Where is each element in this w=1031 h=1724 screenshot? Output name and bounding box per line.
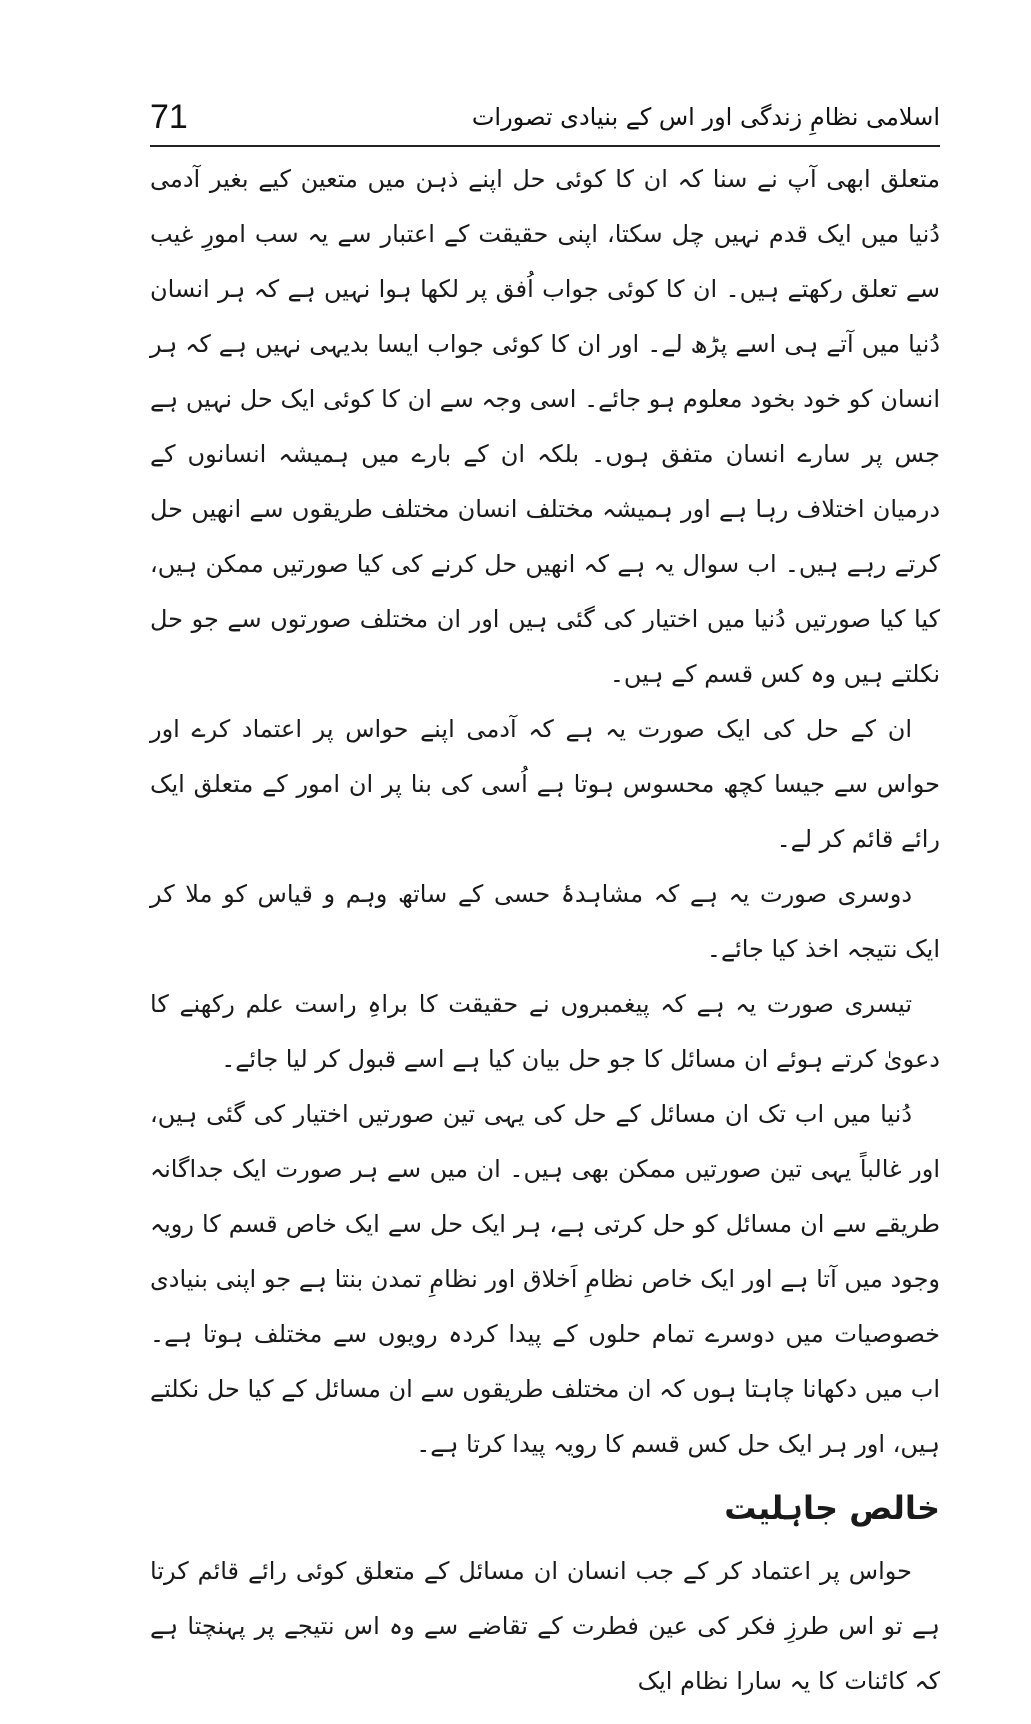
paragraph-5: دُنیا میں اب تک ان مسائل کے حل کی یہی تین صورتیں اختیار کی گئی ہیں، اور غالباً یہی تین صورتیں ممکن بھی ہیں۔ ان میں سے ہر صورت ایک جداگانہ طریقے سے ان مسائل کو حل کرتی ہے، ہر ایک حل سے ایک خاص قسم کا رویہ وجود میں آتا ہے اور ایک خاص نظامِ اَخلاق اور نظامِ تمدن بنتا ہے جو اپنی بنیادی خصوصیات میں دوسرے تمام حلوں کے پیدا کردہ رویوں سے مختلف ہوتا ہے۔ اب میں دکھانا چاہتا ہوں کہ ان مختلف طریقوں سے ان مسائل کے کیا حل نکلتے ہیں، اور ہر ایک حل کس قسم کا رویہ پیدا کرتا ہے۔ bbox=[150, 1100, 940, 1458]
section-heading: خالص جاہلیت bbox=[724, 1489, 940, 1527]
paragraph-6: حواس پر اعتماد کر کے جب انسان ان مسائل کے متعلق کوئی رائے قائم کرتا ہے تو اس طرزِ فکر کی عین فطرت کے تقاضے سے وہ اس نتیجے پر پہنچتا ہے کہ کائنات کا یہ سارا نظام ایک bbox=[150, 1557, 940, 1695]
body-text bbox=[150, 152, 940, 1709]
page-number: 71 bbox=[150, 98, 188, 136]
paragraph-4: تیسری صورت یہ ہے کہ پیغمبروں نے حقیقت کا براہِ راست علم رکھنے کا دعویٰ کرتے ہوئے ان مسائل کا جو حل بیان کیا ہے اسے قبول کر لیا جائے۔ bbox=[150, 990, 940, 1073]
header-rule bbox=[150, 145, 940, 147]
paragraph-3: دوسری صورت یہ ہے کہ مشاہدۂ حسی کے ساتھ وہم و قیاس کو ملا کر ایک نتیجہ اخذ کیا جائے۔ bbox=[150, 880, 940, 963]
paragraph-1: متعلق ابھی آپ نے سنا کہ ان کا کوئی حل اپنے ذہن میں متعین کیے بغیر آدمی دُنیا میں ایک قدم نہیں چل سکتا، اپنی حقیقت کے اعتبار سے یہ سب امورِ غیب سے تعلق رکھتے ہیں۔ ان کا کوئی جواب اُفق پر لکھا ہوا نہیں ہے کہ ہر انسان دُنیا میں آتے ہی اسے پڑھ لے۔ اور ان کا کوئی جواب ایسا بدیہی نہیں ہے کہ ہر انسان کو خود بخود معلوم ہو جائے۔ اسی وجہ سے ان کا کوئی ایک حل نہیں ہے جس پر سارے انسان متفق ہوں۔ بلکہ ان کے بارے میں ہمیشہ انسانوں کے درمیان اختلاف رہا ہے اور ہمیشہ مختلف انسان مختلف طریقوں سے انھیں حل کرتے رہے ہیں۔ اب سوال یہ ہے کہ انھیں حل کرنے کی کیا صورتیں ممکن ہیں، کیا کیا صورتیں دُنیا میں اختیار کی گئی ہیں اور ان مختلف صورتوں سے جو حل نکلتے ہیں وہ کس قسم کے ہیں۔ bbox=[150, 165, 940, 688]
paragraph-2: ان کے حل کی ایک صورت یہ ہے کہ آدمی اپنے حواس پر اعتماد کرے اور حواس سے جیسا کچھ محسوس ہوتا ہے اُسی کی بنا پر ان امور کے متعلق ایک رائے قائم کر لے۔ bbox=[150, 715, 940, 853]
running-title: اسلامی نظامِ زندگی اور اس کے بنیادی تصورات bbox=[471, 103, 940, 131]
page-header bbox=[150, 95, 940, 143]
